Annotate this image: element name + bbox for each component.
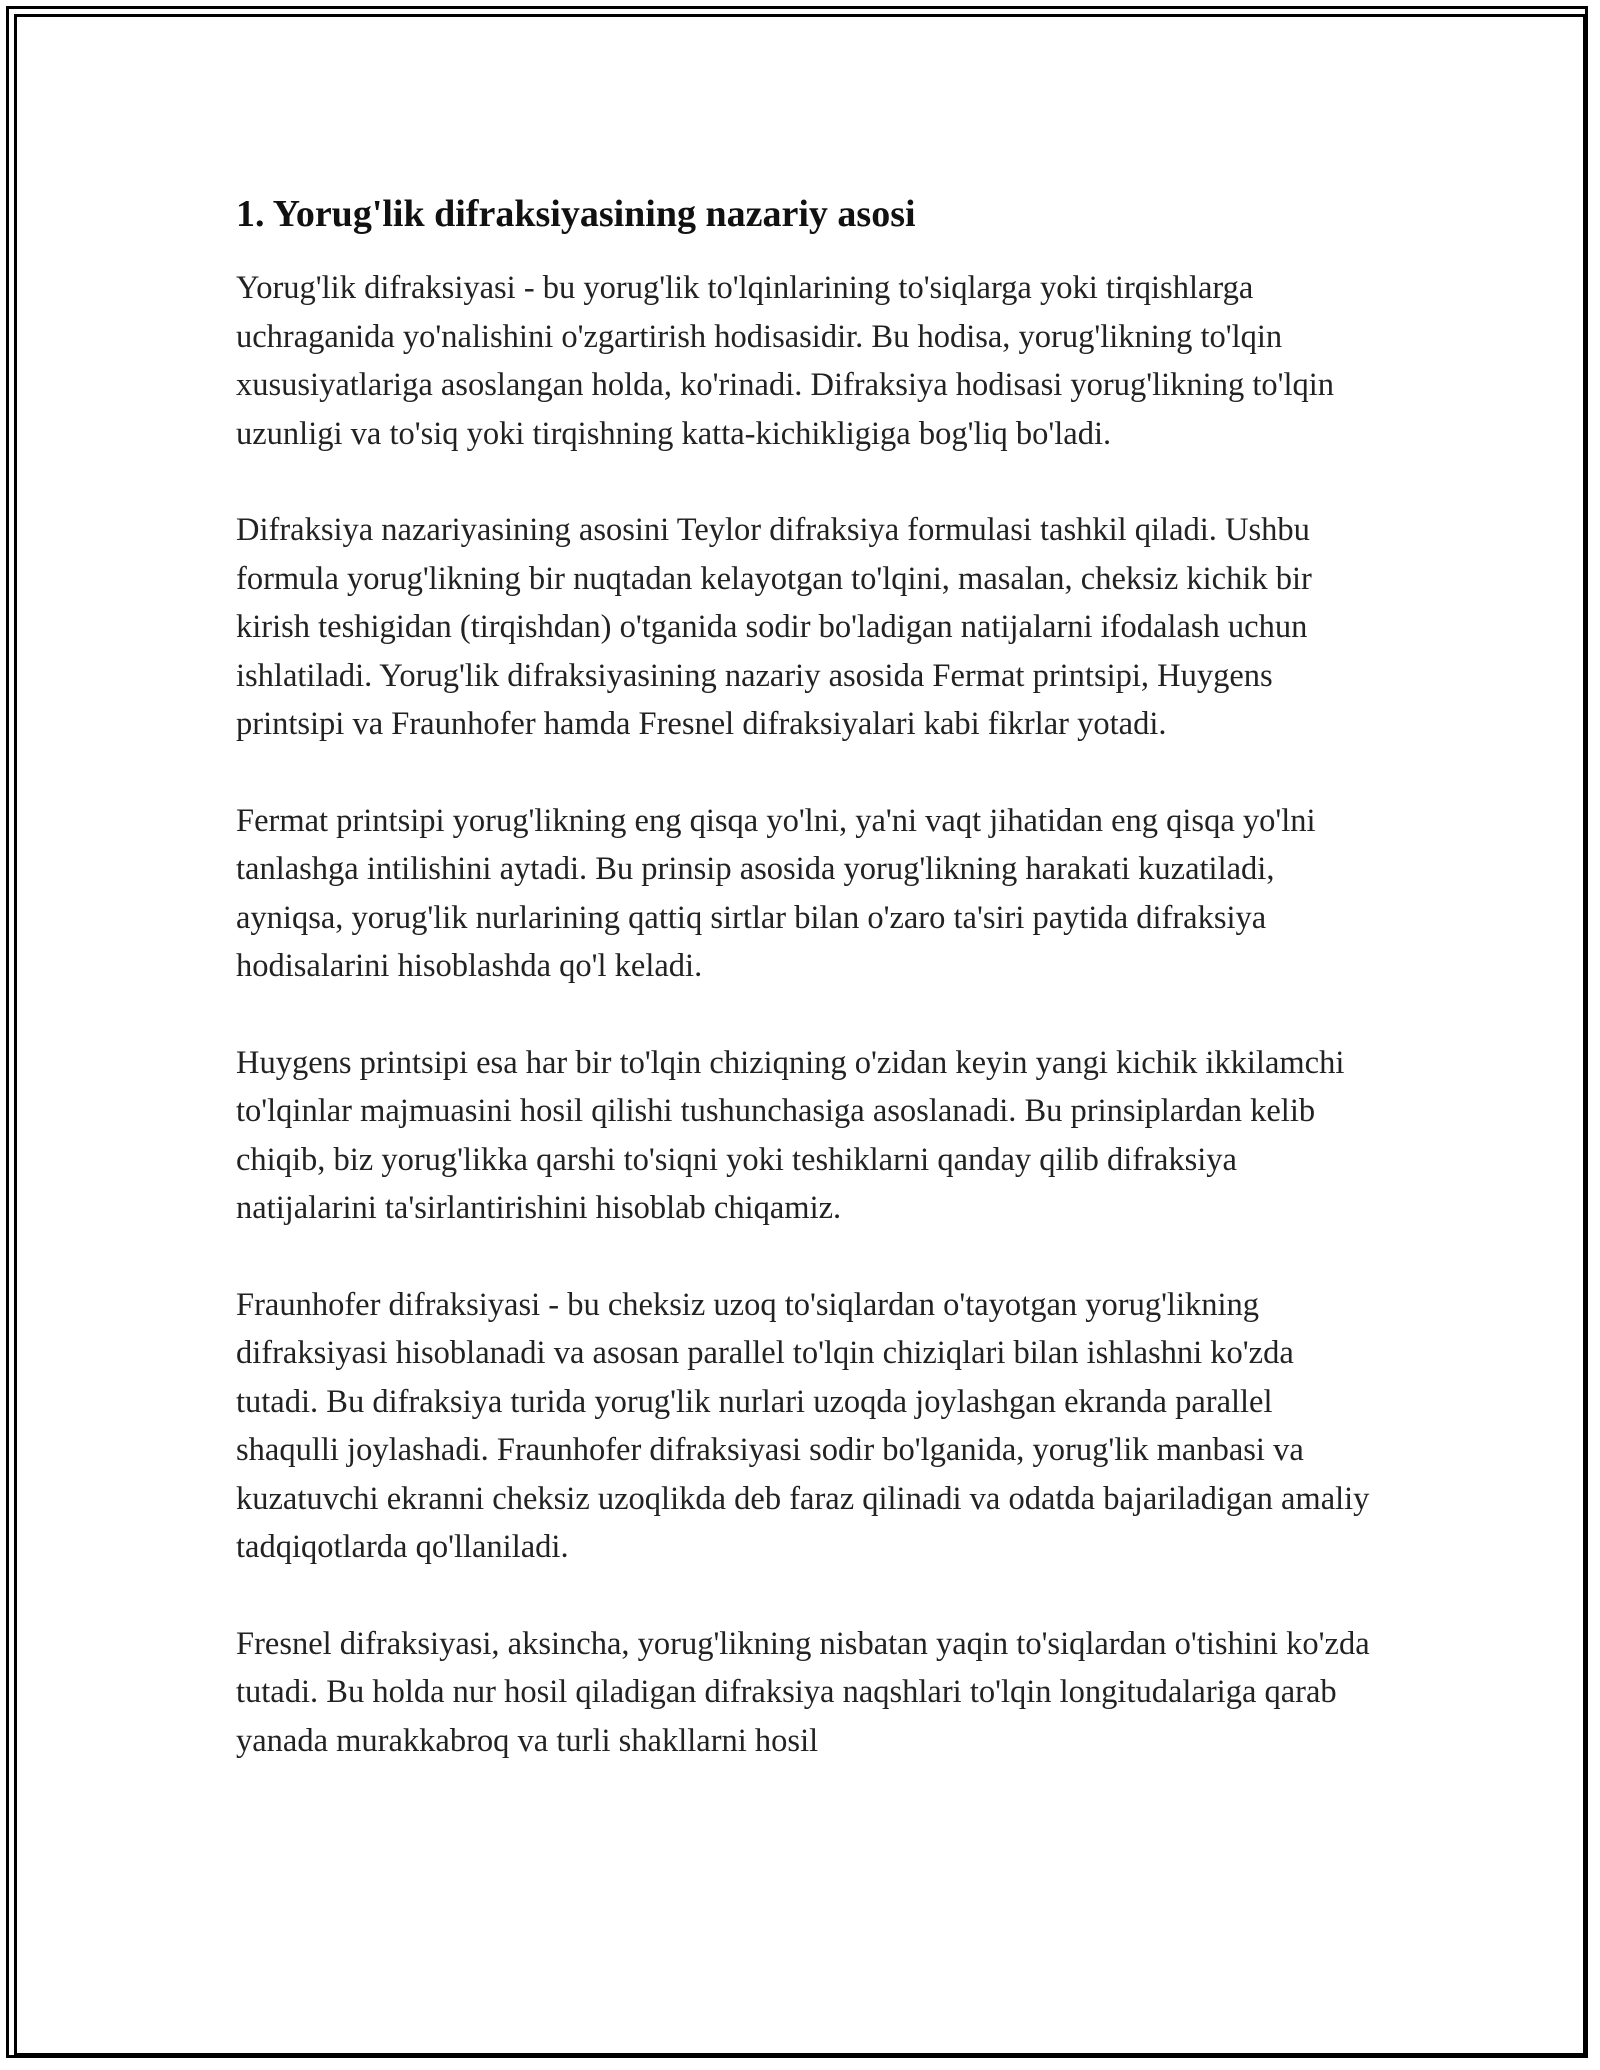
paragraph-theory: Difraksiya nazariyasining asosini Teylor difraksiya formulasi tashkil qiladi. Ushbu formula yorug'likning bir nuqtadan kelayotgan to'lqini, masalan, cheksiz kichik bir kirish teshigidan (tirqishdan) o'tganida sodir bo'ladigan natijalarni ifodalash uchun ishlatiladi. Yorug'lik difraksiyasining nazariy asosida Fermat printsipi, Huygens printsipi va Fraunhofer hamda Fresnel difraksiyalari kabi fikrlar yotadi. (236, 512, 1312, 742)
paragraph-fresnel: Fresnel difraksiyasi, aksincha, yorug'likning nisbatan yaqin to'siqlardan o'tishini ko'zda tutadi. Bu holda nur hosil qiladigan difraksiya naqshlari to'lqin longitudalariga qarab yanada murakkabroq va turli shakllarni hosil (236, 1625, 1370, 1759)
paragraph-fermat: Fermat printsipi yorug'likning eng qisqa yo'lni, ya'ni vaqt jihatidan eng qisqa yo'lni tanlashga intilishini aytadi. Bu prinsip asosida yorug'likning harakati kuzatiladi, ayniqsa, yorug'lik nurlarining qattiq sirtlar bilan o'zaro ta'siri paytida difraksiya hodisalarini hisoblashda qo'l keladi. (236, 802, 1316, 984)
paragraph-huygens: Huygens printsipi esa har bir to'lqin chiziqning o'zidan keyin yangi kichik ikkilamchi to'lqinlar majmuasini hosil qilishi tushunchasiga asoslanadi. Bu prinsiplardan kelib chiqib, biz yorug'likka qarshi to'siqni yoki teshiklarni qanday qilib difraksiya natijalarini ta'sirlantirishini hisoblab chiqamiz. (236, 1044, 1345, 1226)
paragraph-fraunhofer: Fraunhofer difraksiyasi - bu cheksiz uzoq to'siqlardan o'tayotgan yorug'likning difraksiyasi hisoblanadi va asosan parallel to'lqin chiziqlari bilan ishlashni ko'zda tutadi. Bu difraksiya turida yorug'lik nurlari uzoqda joylashgan ekranda parallel shaqulli joylashadi. Fraunhofer difraksiyasi sodir bo'lganida, yorug'lik manbasi va kuzatuvchi ekranni cheksiz uzoqlikda deb faraz qilinadi va odatda bajariladigan amaliy tadqiqotlarda qo'llaniladi. (236, 1286, 1370, 1565)
section-heading: 1. Yorug'lik difraksiyasining nazariy asosi (236, 193, 916, 235)
document-body (236, 186, 1376, 1765)
paragraph-intro: Yorug'lik difraksiyasi - bu yorug'lik to'lqinlarining to'siqlarga yoki tirqishlarga uchraganida yo'nalishini o'zgartirish hodisasidir. Bu hodisa, yorug'likning to'lqin xususiyatlariga asoslangan holda, ko'rinadi. Difraksiya hodisasi yorug'likning to'lqin uzunligi va to'siq yoki tirqishning katta-kichikligiga bog'liq bo'ladi. (236, 270, 1335, 452)
